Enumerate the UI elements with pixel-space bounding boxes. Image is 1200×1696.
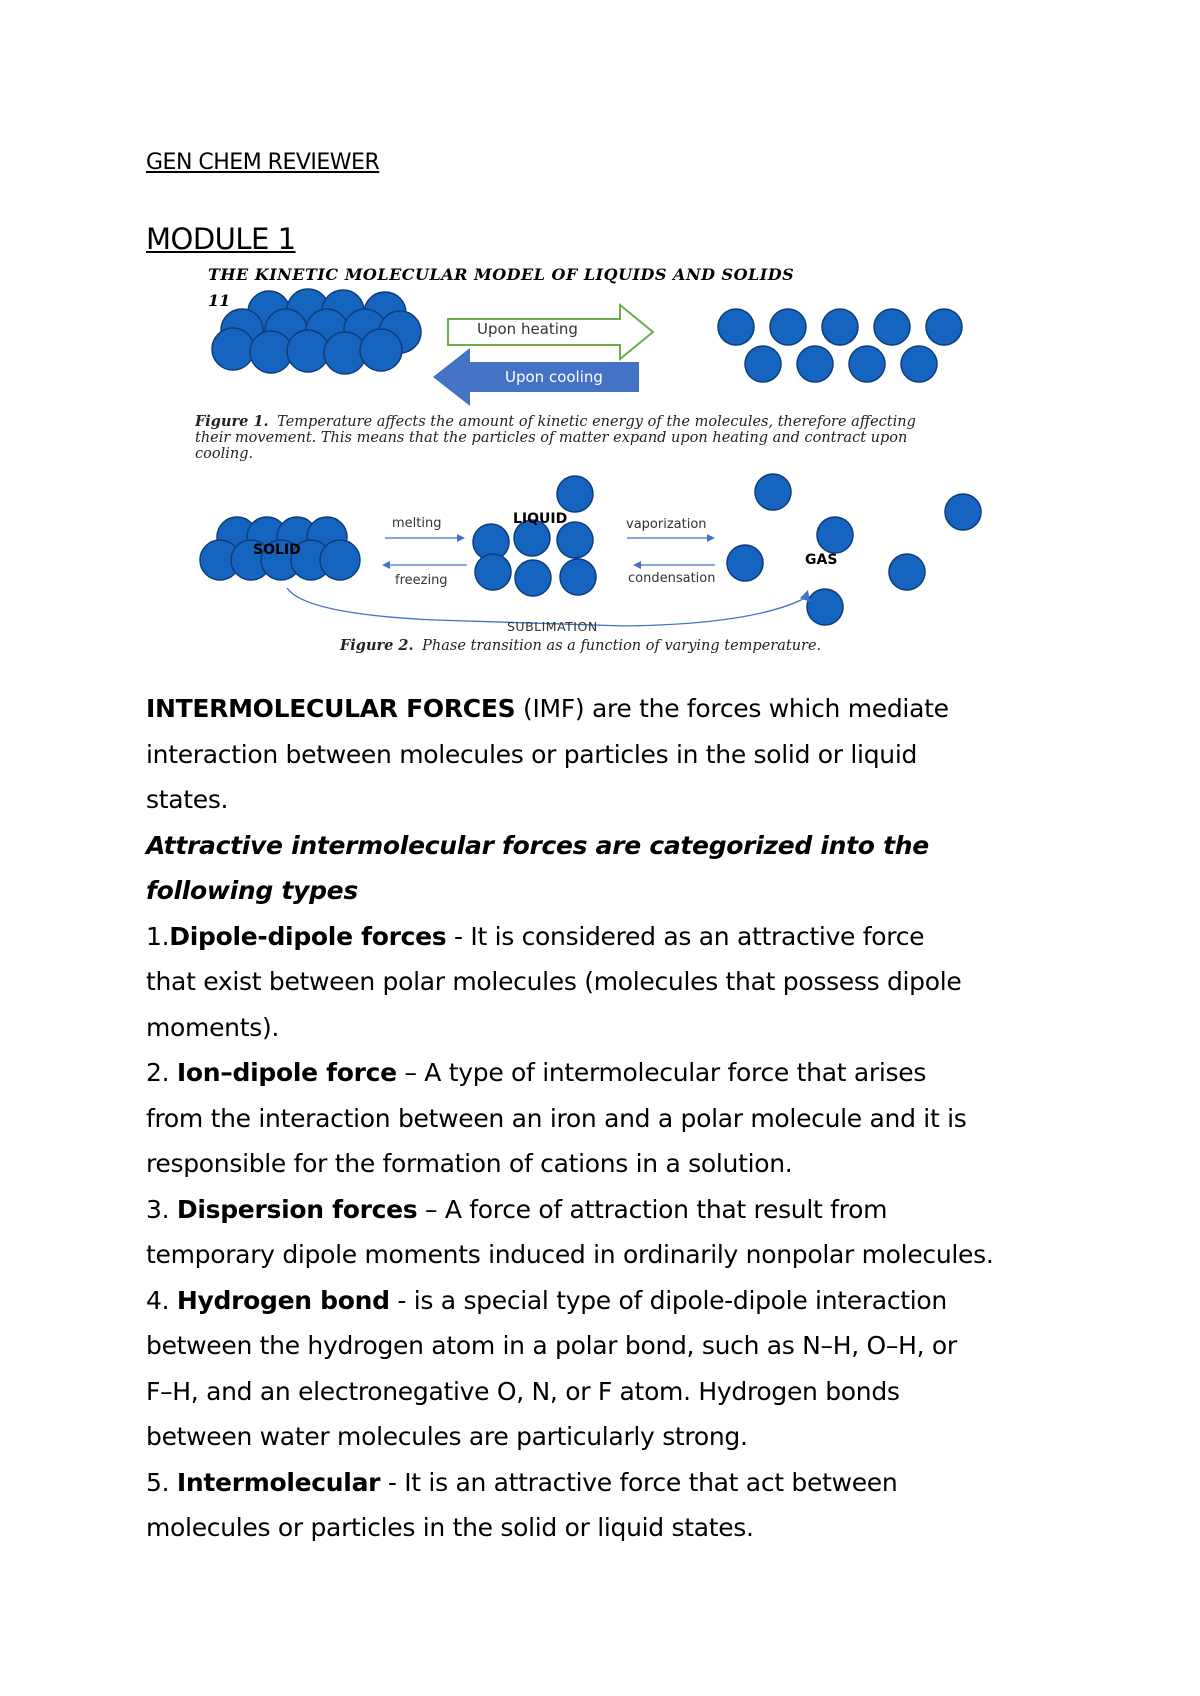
particle bbox=[287, 330, 329, 372]
particle bbox=[945, 494, 981, 530]
freezing-label: freezing bbox=[395, 573, 448, 588]
particle bbox=[360, 329, 402, 371]
liquid-particles bbox=[473, 476, 596, 596]
particle bbox=[874, 309, 910, 345]
melting-label: melting bbox=[392, 516, 442, 531]
particle bbox=[250, 331, 292, 373]
types-heading-cont: following types bbox=[146, 876, 358, 905]
list-item: 1.Dipole-dipole forces - It is considered as an attractive force bbox=[146, 921, 925, 951]
figure2-caption: Phase transition as a function of varying temperature. bbox=[422, 638, 822, 654]
phase-figure bbox=[195, 262, 1075, 664]
particle bbox=[320, 540, 360, 580]
particle bbox=[557, 522, 593, 558]
solid-label: SOLID bbox=[253, 542, 301, 558]
particle bbox=[817, 517, 853, 553]
list-item-cont: that exist between polar molecules (molecules that possess dipole bbox=[146, 967, 962, 996]
particle bbox=[515, 560, 551, 596]
figure1-caption-line2: their movement. This means that the particles of matter expand upon heating and contract upon bbox=[195, 430, 908, 446]
figure1-caption-line1: Temperature affects the amount of kinetic energy of the molecules, therefore affecting bbox=[277, 414, 916, 430]
list-item-cont: responsible for the formation of cations in a solution. bbox=[146, 1149, 793, 1178]
figure2-label: Figure 2. bbox=[340, 637, 414, 654]
liquid-label: LIQUID bbox=[513, 511, 568, 527]
figure1-label: Figure 1. bbox=[195, 413, 269, 430]
item-term: Dipole-dipole forces bbox=[169, 921, 447, 951]
body-text bbox=[146, 686, 1066, 1551]
list-item: 3. Dispersion forces – A force of attraction that result from bbox=[146, 1194, 888, 1224]
types-heading: Attractive intermolecular forces are categorized into the bbox=[146, 830, 929, 860]
melting-arrowhead bbox=[457, 534, 465, 542]
gas-particles bbox=[727, 474, 981, 625]
solid-lattice bbox=[212, 289, 421, 374]
particle bbox=[822, 309, 858, 345]
vaporization-arrowhead bbox=[707, 534, 715, 542]
phase-figure-svg bbox=[195, 262, 1075, 664]
particle bbox=[807, 589, 843, 625]
item-term: Intermolecular bbox=[176, 1467, 381, 1497]
particle bbox=[889, 554, 925, 590]
imf-definition: (IMF) are the forces which mediate bbox=[515, 694, 949, 723]
svg-text:Figure 1. Temperature bbox=[195, 413, 916, 430]
list-item-cont: between the hydrogen atom in a polar bond, such as N–H, O–H, or bbox=[146, 1331, 957, 1360]
expanded-particles bbox=[718, 309, 962, 382]
upon-cooling-label: Upon cooling bbox=[505, 368, 603, 386]
list-item-cont: temporary dipole moments induced in ordinarily nonpolar molecules. bbox=[146, 1240, 994, 1269]
imf-line: interaction between molecules or particles in the solid or liquid bbox=[146, 739, 918, 769]
particle bbox=[560, 559, 596, 595]
particle bbox=[755, 474, 791, 510]
particle bbox=[727, 545, 763, 581]
particle bbox=[849, 346, 885, 382]
figure-heading: THE KINETIC MOLECULAR MODEL OF LIQUIDS AND SOLIDS bbox=[208, 265, 795, 284]
imf-term: INTERMOLECULAR FORCES bbox=[146, 694, 516, 723]
imf-line: states. bbox=[146, 785, 229, 814]
item-term: Ion–dipole force bbox=[176, 1058, 397, 1087]
sublimation-label: SUBLIMATION bbox=[507, 619, 598, 634]
particle bbox=[797, 346, 833, 382]
list-item: 5. Intermolecular - It is an attractive force that act between bbox=[146, 1467, 898, 1497]
list-item-cont: molecules or particles in the solid or liquid states. bbox=[146, 1513, 754, 1542]
imf-paragraph bbox=[146, 686, 1066, 732]
vaporization-label: vaporization bbox=[626, 517, 707, 532]
particle bbox=[718, 309, 754, 345]
list-item: 4. Hydrogen bond - is a special type of dipole-dipole interaction bbox=[146, 1285, 947, 1315]
list-item-cont: F–H, and an electronegative O, N, or F atom. Hydrogen bonds bbox=[146, 1376, 900, 1406]
list-item-cont: moments). bbox=[146, 1012, 280, 1042]
particle bbox=[557, 476, 593, 512]
figure1-caption-line3: cooling. bbox=[195, 446, 254, 462]
module-heading: MODULE 1 bbox=[146, 222, 296, 256]
condensation-arrowhead bbox=[633, 561, 641, 569]
list-item-cont: from the interaction between an iron and a polar molecule and it is bbox=[146, 1103, 967, 1133]
particle bbox=[212, 328, 254, 370]
particle bbox=[745, 346, 781, 382]
list-item: 2. Ion–dipole force – A type of intermolecular force that arises bbox=[146, 1058, 927, 1087]
freezing-arrowhead bbox=[382, 561, 390, 569]
svg-text:Figure 2. Phase transi bbox=[339, 637, 821, 654]
list-item-cont: between water molecules are particularly strong. bbox=[146, 1422, 748, 1451]
item-term: Dispersion forces bbox=[176, 1194, 418, 1224]
particle bbox=[926, 309, 962, 345]
upon-heating-label: Upon heating bbox=[477, 320, 578, 338]
particle bbox=[475, 554, 511, 590]
particle bbox=[901, 346, 937, 382]
document-title: GEN CHEM REVIEWER bbox=[146, 150, 380, 175]
particle bbox=[770, 309, 806, 345]
figure-heading-number: 11 bbox=[208, 291, 231, 310]
gas-label: GAS bbox=[805, 552, 838, 568]
condensation-label: condensation bbox=[628, 571, 716, 586]
item-term: Hydrogen bond bbox=[176, 1285, 390, 1315]
